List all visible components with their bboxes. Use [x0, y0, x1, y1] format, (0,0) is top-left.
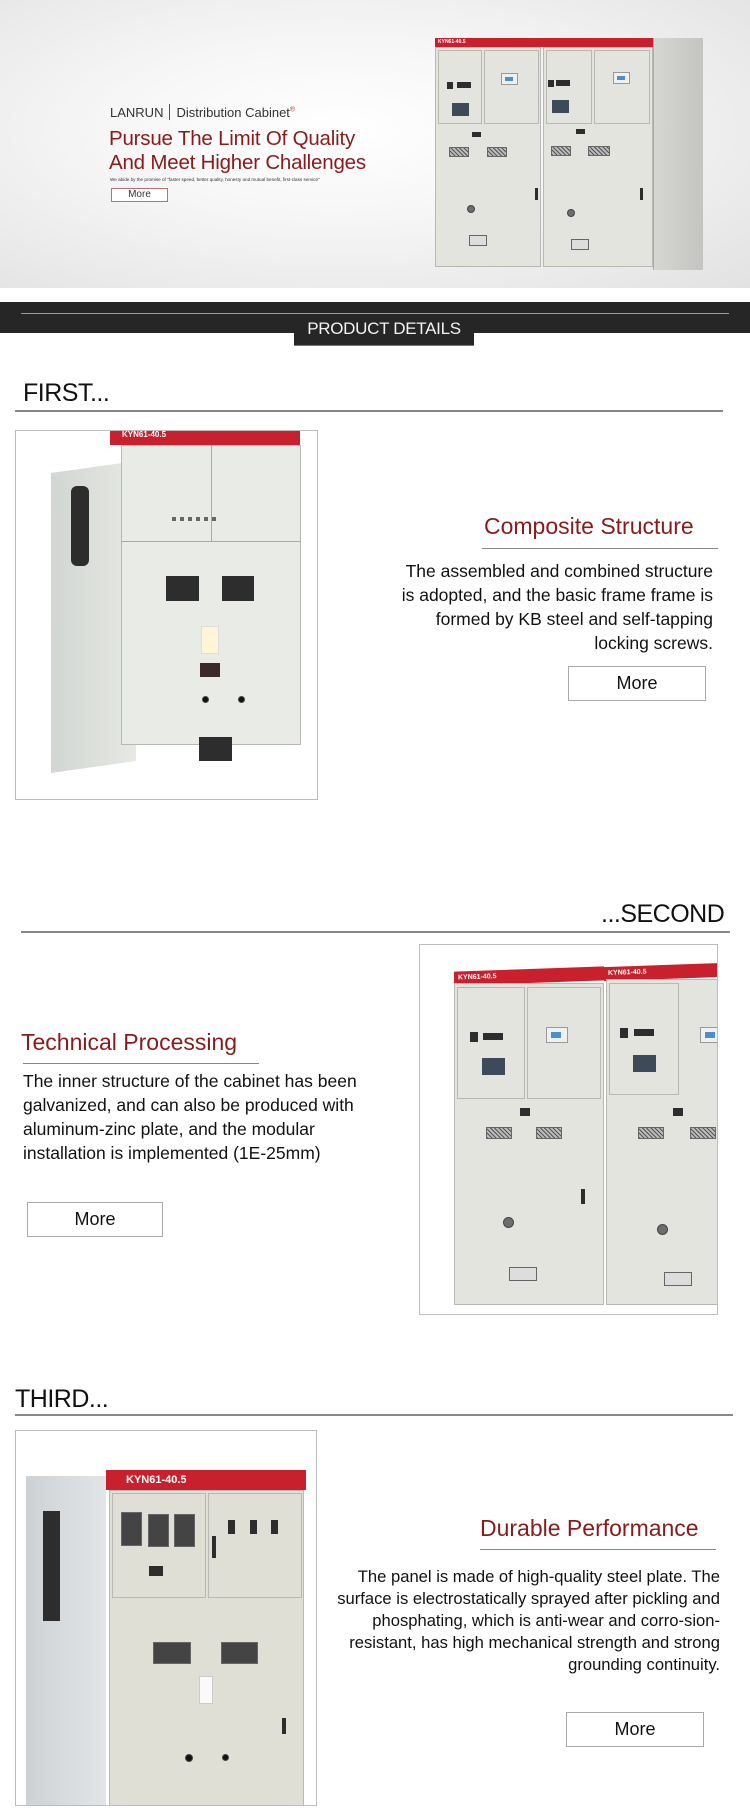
hero-title — [109, 127, 366, 175]
feature-text-third: The panel is made of high-quality steel plate. The surface is electrostatically sprayed after pickling and phosphating, which is anti-wear and corro-sion-resistant, has high mechanical strength and strong grounding continuity. — [337, 1567, 720, 1674]
feature-rule-third — [480, 1549, 716, 1550]
section-label-third: THIRD... — [15, 1385, 109, 1413]
feature-title-second: Technical Processing — [21, 1029, 238, 1055]
section-rule-second — [21, 931, 730, 933]
cabinet-nameplate: KYN61-40.5 — [604, 963, 718, 981]
hero-subtitle: We abide by the promise of "faster speed, better quality, honesty and mutual benefit, first-class service" — [110, 177, 320, 182]
hero-cabinet-image — [435, 28, 705, 274]
registered-mark: ® — [289, 106, 296, 114]
section-header-line — [21, 313, 729, 314]
section-rule-third — [15, 1414, 733, 1416]
cabinet-nameplate: KYN61-40.5 — [435, 38, 653, 47]
more-button-first[interactable]: More — [568, 666, 706, 701]
product-name: Distribution Cabinet — [176, 105, 290, 120]
hero-brand — [110, 104, 295, 120]
feature-title-first: Composite Structure — [484, 513, 694, 539]
feature-text-second: The inner structure of the cabinet has been galvanized, and can also be produced with aluminum-zinc plate, and the modular installation is implemented (1E-25mm) — [23, 1071, 357, 1163]
more-button-third[interactable]: More — [566, 1712, 704, 1747]
cabinet-nameplate: KYN61-40.5 — [110, 430, 300, 445]
feature-rule-second — [23, 1063, 259, 1064]
cabinet-nameplate: KYN61-40.5 — [454, 966, 604, 985]
product-image-first — [15, 430, 318, 800]
section-label-second: ...SECOND — [601, 900, 725, 928]
feature-title-third: Durable Performance — [480, 1515, 699, 1541]
hero-banner — [0, 0, 750, 288]
hero-title-line-1: Pursue The Limit Of Quality — [109, 127, 356, 150]
section-header-title: PRODUCT DETAILS — [294, 316, 474, 346]
feature-text-first: The assembled and combined structure is adopted, and the basic frame frame is formed by KB steel and self-tapping locking screws. — [401, 561, 713, 653]
hero-title-line-2: And Meet Higher Challenges — [109, 151, 366, 174]
product-image-second — [419, 944, 718, 1315]
cabinet-nameplate: KYN61-40.5 — [106, 1470, 306, 1490]
section-rule-first — [15, 410, 723, 412]
more-button-second[interactable]: More — [27, 1202, 163, 1237]
brand-name: LANRUN — [110, 105, 164, 120]
section-label-first: FIRST... — [23, 379, 110, 407]
feature-rule-first — [482, 548, 718, 549]
brand-separator — [169, 104, 170, 120]
product-image-third — [15, 1430, 317, 1806]
hero-more-button[interactable]: More — [111, 188, 168, 202]
